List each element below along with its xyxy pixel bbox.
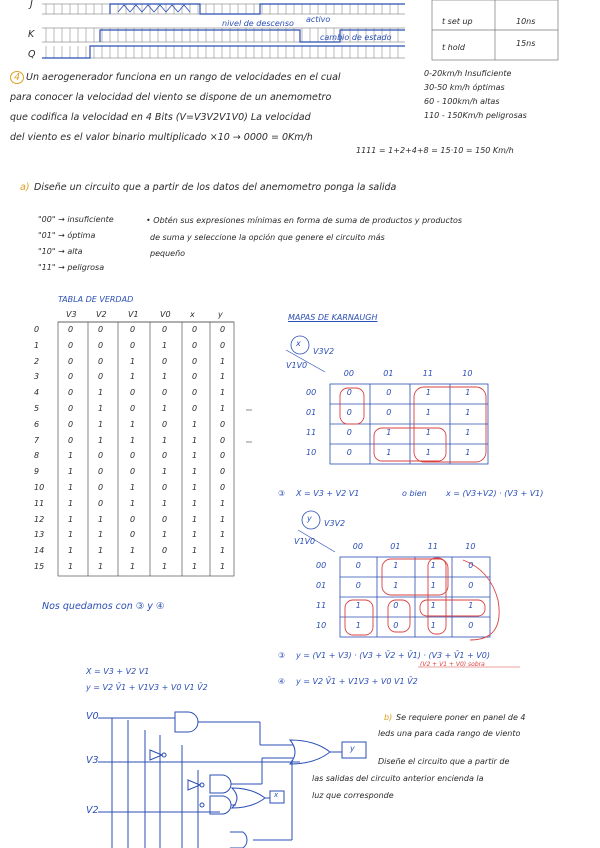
truth-table-cell: 0 <box>130 388 136 398</box>
kmap-row-header: 01 <box>306 408 317 417</box>
truth-table-cell: 0 <box>162 451 168 461</box>
kmap-cell: 1 <box>393 581 399 590</box>
truth-table-cell: 0 <box>68 435 74 445</box>
truth-table-row-label: 12 <box>34 514 45 524</box>
truth-table-cell: 0 <box>98 498 104 508</box>
kmap-cell: 1 <box>465 428 471 437</box>
kmap-y-eq3: y = (V1 + V3) · (V3 + V̄2 + V̄1) · (V3 + V̄1 + V0) <box>296 651 490 660</box>
problem-number: 4 <box>10 73 24 83</box>
kmap-cell: 1 <box>465 388 471 397</box>
truth-table-cell: 1 <box>220 498 226 508</box>
truth-table-cell: 1 <box>68 514 74 524</box>
problem-line-2: para conocer la velocidad del viento se dispone de un anemometro <box>10 92 332 103</box>
kmap-x-equation: X = V3 + V2 V1 <box>296 489 360 498</box>
truth-table-row-label: 3 <box>34 372 40 382</box>
timing-annotation-cambio: cambio de estado <box>320 33 392 42</box>
kmap-row-header: 01 <box>316 581 327 590</box>
truth-table-cell: 0 <box>192 388 198 398</box>
kmap-cell: 1 <box>430 581 436 590</box>
truth-table-cell: 0 <box>162 419 168 429</box>
truth-table-cell: 1 <box>98 514 104 524</box>
truth-table-footer: Nos quedamos con ③ y ④ <box>42 601 165 612</box>
circuit-output-y: y <box>350 744 355 753</box>
truth-table-cell: 0 <box>98 483 104 492</box>
kmap-cell: 1 <box>355 621 361 630</box>
truth-table-cell: 0 <box>130 340 136 350</box>
truth-table-cell: 0 <box>220 467 226 477</box>
kmap-row-header: 00 <box>306 388 317 397</box>
truth-table-row-label: 11 <box>34 498 45 508</box>
kmap-col-header: 01 <box>383 369 394 378</box>
truth-table-cell: 1 <box>98 388 104 398</box>
truth-table-row-label: 10 <box>34 483 45 492</box>
kmap-y-var: y <box>307 514 312 523</box>
kmap-x-alt-equation: x = (V3+V2) · (V3 + V1) <box>446 489 544 498</box>
kmap-cell: 0 <box>468 561 474 570</box>
kmap-cell: 1 <box>393 561 399 570</box>
kmap-y-eq4: y = V2 V̄1 + V1V3 + V0 V1 V̄2 <box>296 677 418 686</box>
kmap-cell: 0 <box>468 581 474 590</box>
truth-table-cell: 1 <box>68 530 74 540</box>
kmap-x-alt-sep: o bien <box>402 489 427 498</box>
truth-table-cell: 1 <box>162 372 168 382</box>
kmap-cell: 0 <box>355 581 361 590</box>
truth-table-cell: 1 <box>98 530 104 540</box>
truth-table-cell: 1 <box>220 514 226 524</box>
truth-table-cell: 0 <box>98 356 104 366</box>
truth-table-cell: 1 <box>130 483 136 492</box>
truth-table-cell: 0 <box>220 451 226 461</box>
truth-table-row-label: 13 <box>34 530 45 540</box>
kmap-cell: 0 <box>346 428 352 437</box>
kmap-col-header: 10 <box>462 369 473 378</box>
kmap-x-var: x <box>296 339 301 348</box>
circuit-input-v2: V2 <box>86 805 99 816</box>
truth-table-cell: 1 <box>220 404 226 413</box>
final-eq-y: y = V2 V̄1 + V1V3 + V0 V1 V̄2 <box>86 683 208 692</box>
truth-table-cell: 0 <box>192 340 198 350</box>
truth-table-cell: 0 <box>98 340 104 350</box>
kmaps-title: MAPAS DE KARNAUGH <box>288 313 378 322</box>
truth-table-cell: 1 <box>68 451 74 461</box>
kmap-cell: 0 <box>346 388 352 397</box>
kmap-row-header: 10 <box>306 448 317 457</box>
kmap-col-header: 01 <box>390 542 401 551</box>
truth-table-cell: 1 <box>98 435 104 445</box>
truth-table-cell: 0 <box>220 340 226 350</box>
range-3: 60 - 100km/h altas <box>424 97 500 106</box>
range-4: 110 - 150Km/h peligrosas <box>424 111 527 120</box>
truth-table-row-label: 5 <box>34 404 40 413</box>
truth-table-cell: 0 <box>192 325 198 334</box>
truth-table-cell: 0 <box>130 467 136 477</box>
kmap-cell: 1 <box>386 448 392 457</box>
kmap-cell: 1 <box>430 621 436 630</box>
truth-table-row-label: 4 <box>34 388 40 398</box>
kmap-y-eq3-label: ③ <box>278 651 286 660</box>
instruction-line-2: de suma y seleccione la opción que genere el circuito más <box>150 233 385 242</box>
part-a-label: a) <box>20 182 30 193</box>
truth-table-row-label: 9 <box>34 467 40 477</box>
truth-table-cell: 1 <box>220 546 226 556</box>
truth-table-cell: 0 <box>162 388 168 398</box>
kmap-x-eq-label: ③ <box>278 489 286 498</box>
truth-table-cell: 1 <box>162 435 168 445</box>
truth-table-cell: 0 <box>68 372 74 382</box>
part-b-line-1: Se requiere poner en panel de 4 <box>396 713 526 722</box>
truth-table-row-label: 2 <box>34 356 40 366</box>
code-00: "00" → insuficiente <box>38 215 114 224</box>
kmap-cell: 1 <box>425 408 431 417</box>
truth-table-row-label: 6 <box>34 419 40 429</box>
truth-table-cell: 0 <box>98 325 104 334</box>
truth-table-cell: 0 <box>192 372 198 382</box>
truth-table-cell: 0 <box>192 404 198 413</box>
truth-table-header-3: V0 <box>160 310 171 319</box>
kmap-cell: 1 <box>468 601 474 610</box>
truth-table-cell: 1 <box>130 356 136 366</box>
kmap-row-header: 10 <box>316 621 327 630</box>
truth-table-cell: 0 <box>192 356 198 366</box>
kmap-col-header: 11 <box>422 369 433 378</box>
problem-line-4: del viento es el valor binario multiplicado ×10 → 0000 = 0Km/h <box>10 132 313 143</box>
truth-table-cell: 0 <box>130 530 136 540</box>
truth-table-cell: 1 <box>220 356 226 366</box>
kmap-row-header: 11 <box>306 428 317 437</box>
truth-table-cell: 1 <box>130 498 136 508</box>
param-hold-label: t hold <box>442 43 465 52</box>
kmap-y-eq4-label: ④ <box>278 677 286 686</box>
instruction-line-1: • Obtén sus expresiones mínimas en forma de suma de productos y productos <box>146 216 463 225</box>
truth-table-cell: 0 <box>68 404 74 413</box>
truth-table-cell: 1 <box>220 562 226 571</box>
kmap-cell: 0 <box>346 448 352 457</box>
truth-table-row-label: 8 <box>34 451 40 461</box>
problem-line-1: Un aerogenerador funciona en un rango de velocidades en el cual <box>26 72 341 83</box>
truth-table-cell: 1 <box>162 340 168 350</box>
part-b-line-2: leds una para cada rango de viento <box>378 729 521 738</box>
kmap-y-row-vars: V1V0 <box>294 537 316 546</box>
truth-table-cell: 0 <box>130 514 136 524</box>
truth-table-cell: 0 <box>98 372 104 382</box>
truth-table-cell: 1 <box>192 530 198 540</box>
truth-table-cell: 1 <box>220 372 226 382</box>
kmap-cell: 1 <box>355 601 361 610</box>
kmap-cell: 1 <box>386 428 392 437</box>
truth-table-cell: 0 <box>162 356 168 366</box>
truth-table-cell: 0 <box>68 356 74 366</box>
kmap-x-col-vars: V3V2 <box>313 347 335 356</box>
truth-table-row-label: 0 <box>34 325 40 334</box>
circuit-output-x: x <box>274 791 279 799</box>
truth-table-cell: 1 <box>192 514 198 524</box>
truth-table-cell: 1 <box>130 435 136 445</box>
kmap-col-header: 00 <box>352 542 363 551</box>
kmap-row-header: 11 <box>316 601 327 610</box>
truth-table-cell: 1 <box>192 467 198 477</box>
truth-table-cell: 1 <box>98 546 104 556</box>
param-setup-value: 10ns <box>516 17 536 26</box>
truth-table-cell: 1 <box>220 388 226 398</box>
part-b-label: b) <box>384 713 393 722</box>
truth-table-cell: 0 <box>68 325 74 334</box>
truth-table-cell: 1 <box>68 483 74 492</box>
kmap-cell: 0 <box>393 621 399 630</box>
truth-table-cell: 1 <box>192 483 198 492</box>
truth-table-cell: 1 <box>192 451 198 461</box>
kmap-cell: 0 <box>468 621 474 630</box>
truth-table-cell: 1 <box>162 530 168 540</box>
kmap-cell: 0 <box>355 561 361 570</box>
truth-table-cell: 0 <box>68 388 74 398</box>
truth-table-cell: 1 <box>130 419 136 429</box>
kmap-cell: 1 <box>425 428 431 437</box>
truth-table-cell: 0 <box>162 483 168 492</box>
kmap-cell: 0 <box>386 408 392 417</box>
truth-table-cell: 1 <box>68 498 74 508</box>
kmap-cell: 0 <box>346 408 352 417</box>
kmap-y-col-vars: V3V2 <box>324 519 346 528</box>
truth-table-cell: 0 <box>98 451 104 461</box>
truth-table-cell: 0 <box>130 325 136 334</box>
truth-table-cell: 0 <box>98 467 104 477</box>
problem-line-3: que codifica la velocidad en 4 Bits (V=V3V2V1V0) La velocidad <box>10 112 311 123</box>
kmap-col-header: 00 <box>343 369 354 378</box>
truth-table-cell: 1 <box>68 562 74 571</box>
range-1: 0-20km/h Insuficiente <box>424 69 512 78</box>
kmap-row-header: 00 <box>316 561 327 570</box>
param-setup-label: t set up <box>442 17 473 26</box>
truth-table-cell: 1 <box>162 467 168 477</box>
code-01: "01" → óptima <box>38 231 96 240</box>
kmap-col-header: 11 <box>427 542 438 551</box>
range-2: 30-50 km/h óptimas <box>424 83 505 92</box>
kmap-cell: 1 <box>425 448 431 457</box>
truth-table-cell: 1 <box>98 419 104 429</box>
truth-table-row-label: 1 <box>34 340 40 350</box>
signal-label-k: K <box>28 29 35 40</box>
truth-table-row-label: 7 <box>34 435 40 445</box>
param-hold-value: 15ns <box>516 39 536 48</box>
truth-table-cell: 1 <box>68 467 74 477</box>
kmap-cell: 1 <box>465 448 471 457</box>
circuit-input-v0: V0 <box>86 711 99 722</box>
truth-table-cell: 1 <box>130 372 136 382</box>
truth-table-row-label: 14 <box>34 546 45 556</box>
truth-table-header-0: V3 <box>66 310 77 319</box>
kmap-cell: 1 <box>425 388 431 397</box>
code-10: "10" → alta <box>38 247 83 256</box>
part-b-line-3: Diseñe el circuito que a partir de <box>378 757 510 766</box>
part-b-line-4: las salidas del circuito anterior encienda la <box>312 774 484 783</box>
truth-table-cell: 1 <box>162 498 168 508</box>
truth-table-cell: 1 <box>192 419 198 429</box>
signal-label-q: Q <box>28 49 36 60</box>
timing-annotation-activo: activo <box>306 15 331 24</box>
truth-table-cell: 1 <box>68 546 74 556</box>
truth-table-header-1: V2 <box>96 310 107 319</box>
truth-table-cell: 0 <box>220 483 226 492</box>
circuit-input-v3: V3 <box>86 755 99 766</box>
truth-table-cell: 1 <box>192 498 198 508</box>
truth-table-cell: 0 <box>162 325 168 334</box>
truth-table-cell: 1 <box>220 530 226 540</box>
kmap-y-eq3-note: (V2 + V1 + V0) sobra <box>420 661 485 668</box>
truth-table-cell: 1 <box>98 562 104 571</box>
signal-label-j: J <box>30 0 33 10</box>
truth-table-title: TABLA DE VERDAD <box>58 295 134 304</box>
truth-table-header-5: y <box>218 310 223 319</box>
truth-table-cell: 0 <box>220 325 226 334</box>
kmap-col-header: 10 <box>465 542 476 551</box>
truth-table-cell: 1 <box>130 562 136 571</box>
truth-table-cell: 0 <box>162 514 168 524</box>
kmap-cell: 1 <box>465 408 471 417</box>
timing-annotation-descenso: nivel de descenso <box>222 19 294 28</box>
truth-table-cell: 1 <box>192 562 198 571</box>
kmap-cell: 0 <box>386 388 392 397</box>
instruction-line-3: pequeño <box>150 249 186 258</box>
truth-table-cell: 1 <box>192 435 198 445</box>
truth-table-cell: 0 <box>220 435 226 445</box>
truth-table-cell: 1 <box>162 404 168 413</box>
kmap-cell: 1 <box>430 561 436 570</box>
kmap-cell: 0 <box>393 601 399 610</box>
kmap-cell: 1 <box>430 601 436 610</box>
part-a-title: Diseñe un circuito que a partir de los datos del anemometro ponga la salida <box>34 182 397 193</box>
truth-table-cell: 1 <box>192 546 198 556</box>
truth-table-cell: 0 <box>162 546 168 556</box>
final-eq-x: X = V3 + V2 V1 <box>86 667 150 676</box>
example-calculation: 1111 = 1+2+4+8 = 15·10 = 150 Km/h <box>356 146 514 155</box>
truth-table-cell: 0 <box>130 451 136 461</box>
truth-table-header-4: x <box>190 310 195 319</box>
truth-table-cell: 1 <box>162 562 168 571</box>
kmap-x-row-vars: V1V0 <box>286 361 308 370</box>
truth-table-cell: 0 <box>220 419 226 429</box>
truth-table-cell: 0 <box>130 404 136 413</box>
truth-table-cell: 0 <box>68 340 74 350</box>
part-b-line-5: luz que corresponde <box>312 791 394 800</box>
truth-table-header-2: V1 <box>128 310 139 319</box>
truth-table-cell: 0 <box>68 419 74 429</box>
truth-table-cell: 1 <box>130 546 136 556</box>
truth-table-row-label: 15 <box>34 562 45 571</box>
truth-table-cell: 1 <box>98 404 104 413</box>
code-11: "11" → peligrosa <box>38 263 105 272</box>
